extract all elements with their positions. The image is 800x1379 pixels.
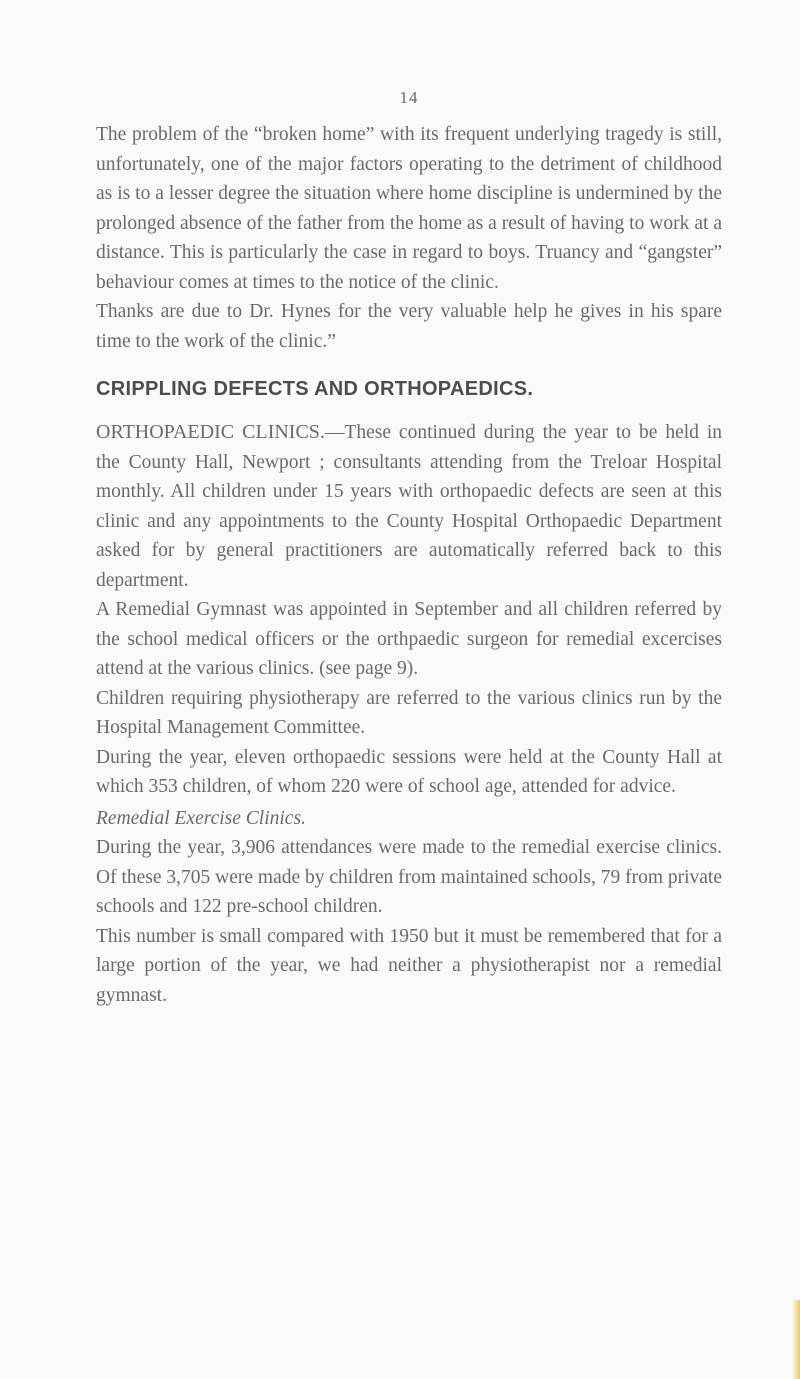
paragraph-broken-home: The problem of the “broken home” with its frequent underlying tragedy is still, unfortunately, one of the major factors operating to the detriment of childhood as is to a lesser degree the situation where home discipline is undermined by the prolonged absence of the father from the home as a result of having to work at a distance. This is particularly the case in regard to boys. Truancy and “gangster” behaviour comes at times to the notice of the clinic. bbox=[96, 124, 722, 293]
paragraph-physiotherapy: Children requiring physiotherapy are referred to the various clinics run by the Hospital Management Committee. bbox=[96, 687, 722, 738]
paragraph-comparison: This number is small compared with 1950 but it must be remembered that for a large portion of the year, we had neither a physiotherapist nor a remedial gymnast. bbox=[96, 925, 722, 1006]
subheading-remedial-exercise: Remedial Exercise Clinics. bbox=[96, 807, 306, 829]
paragraph-thanks: Thanks are due to Dr. Hynes for the very valuable help he gives in his spare time to the work of the clinic.” bbox=[96, 301, 722, 352]
paragraph-remedial-gymnast: A Remedial Gymnast was appointed in September and all children referred by the school medical officers or the orthpaedic surgeon for remedial excercises attend at the various clinics. (see page 9). bbox=[96, 599, 722, 679]
paragraph-sessions: During the year, eleven orthopaedic sessions were held at the County Hall at which 353 children, of whom 220 were of school age, attended for advice. bbox=[96, 746, 722, 797]
paragraph-lead: ORTHOPAEDIC CLINICS. bbox=[96, 421, 325, 443]
paragraph-body: —These continued during the year to be held in the County Hall, Newport ; consultants attending from the Treloar Hospital monthly. All children under 15 years with orthopaedic defects are seen at this clinic and any appointments to the County Hospital Orthopaedic Department asked for by general practitioners are automatically referred back to this department. bbox=[96, 422, 723, 591]
section-heading: CRIPPLING DEFECTS AND ORTHOPAEDICS. bbox=[96, 378, 534, 400]
page-number: 14 bbox=[399, 88, 419, 107]
paragraph-attendances: During the year, 3,906 attendances were made to the remedial exercise clinics. Of these 3,705 were made by children from maintained schools, 79 from private schools and 122 pre-school children. bbox=[96, 837, 722, 917]
page-edge-mark bbox=[792, 1300, 800, 1379]
paragraph-orthopaedic-clinics bbox=[96, 418, 722, 595]
document-page bbox=[96, 88, 722, 1010]
